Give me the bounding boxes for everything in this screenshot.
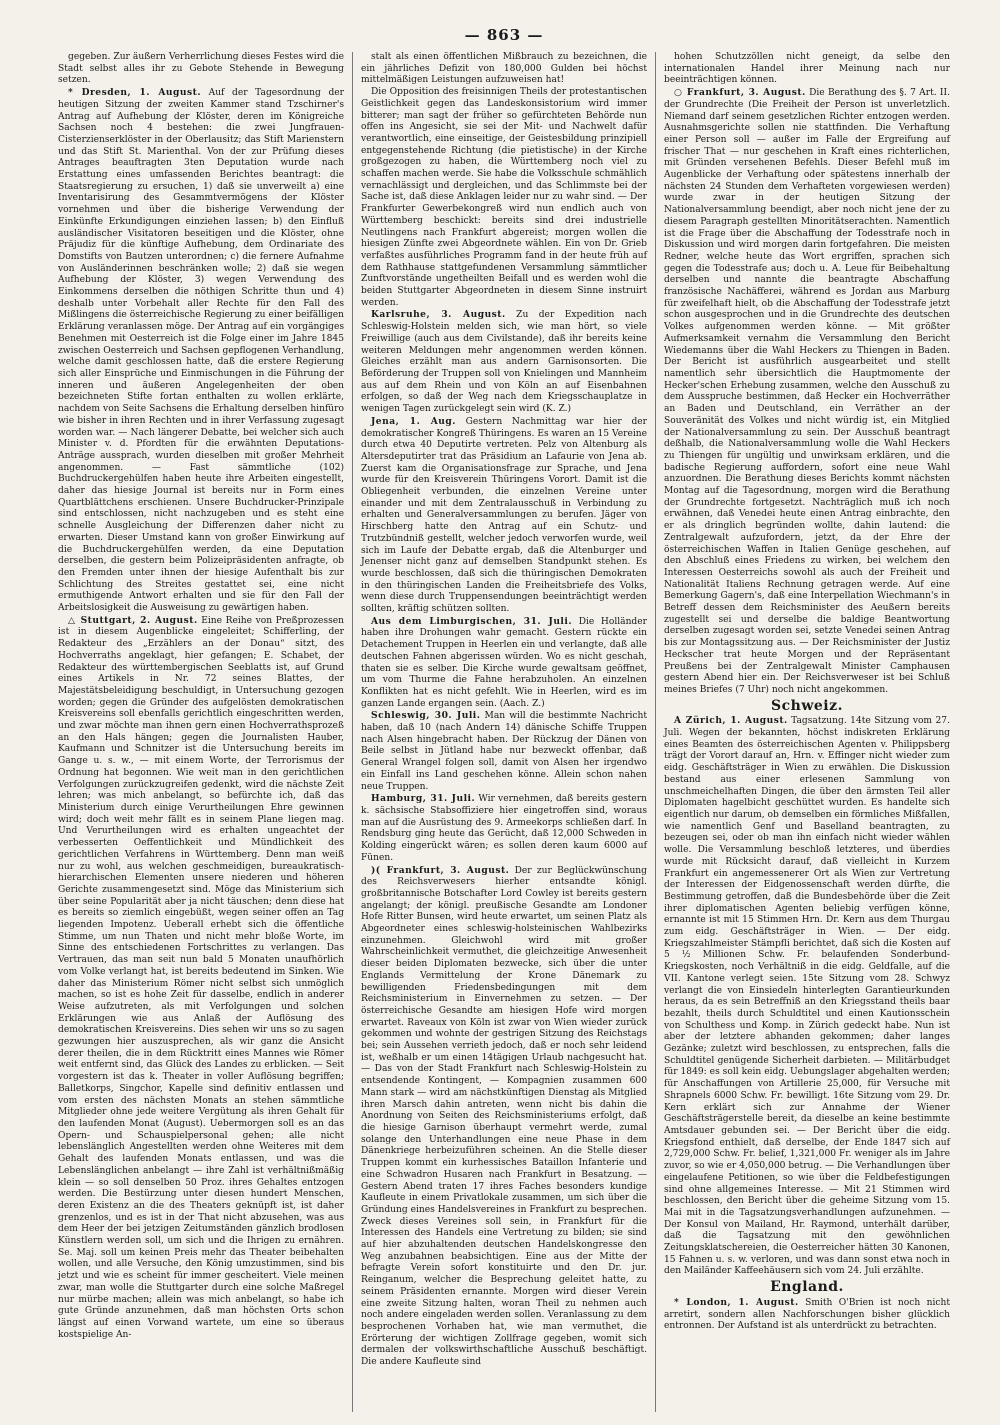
dateline: ○ Frankfurt, 3. August.: [674, 87, 806, 99]
column-2: [352, 52, 655, 1412]
article-paragraph: [664, 1297, 950, 1333]
paragraph-text: Smith O'Brien ist noch nicht arretirt, sondern allen Nachforschungen bisher glücklich entronnen. Der Aufstand ist als unterdrückt zu betrachten.: [664, 1297, 950, 1332]
column-3: [655, 52, 958, 1412]
paragraph-text: Eine Reihe von Preßprozessen ist in diesem Augenblicke eingeleitet; Schifferling, der Redakteur des „Erzählers an der Donau“ sitzt, des Hochverraths angeklagt, hier gefangen; E. Schabet, der Redakteur des württembergischen Seeblatts ist, auf Grund eines Artikels in Nr. 72 seines Blattes, der Majestätsbeleidigung beschuldigt, in Untersuchung gezogen worden; gegen die Gründer des aufgelösten demokratischen Kreisvereins soll ebenfalls gerichtlich eingeschritten werden, und zwar möchte man ihnen gern einen Hochverrathsprozeß an den Hals hängen; gegen die Journalisten Hauber, Kaufmann und Schnitzer ist die Untersuchung bereits im Gange u. s. w., — mit einem Worte, der Terrorismus der Ordnung hat begonnen. Wie weit man in den gerichtlichen Verfolgungen zurückzugreifen gedenkt, wird die nächste Zeit lehren; was mich anbelangt, so befürchte ich, daß das Ministerium durch einige Verurtheilungen Ehre gewinnen wird; doch weit mehr fällt es in seinem Plane liegen mag. Und Verurtheilungen wird es erhalten ungeachtet der verbesserten Oeffentlichkeit und Mündlichkeit des gerichtlichen Verfahrens in Württemberg. Denn man weiß nur zu wohl, aus welchen geschmeidigen, bureaukratisch-hierarchischen Elementen unsere niederen und höheren Gerichte zusammengesetzt sind. Möge das Ministerium sich über seine Popularität aber ja nicht täuschen; denn diese hat es bereits so ziemlich eingebüßt, wegen seiner offen an Tag liegenden Impotenz. Ueberall erhebt sich die öffentliche Stimme, um nun Thaten und nicht mehr bloße Worte, im Sinne des entschiedenen Fortschrittes zu verlangen. Das Vertrauen, das man seit nun bald 5 Monaten unaufhörlich vom Volke verlangt hat, ist bereits bedeutend im Sinken. Wie daher das Ministerium Römer nicht selbst sich unmöglich machen, so ist es hohe Zeit für dasselbe, endlich in anderer Weise aufzutreten, als mit Verfolgungen und solchen Erklärungen wie aus Anlaß der Auflösung des demokratischen Kreisvereins. Dies sehen wir uns so zu sagen gezwungen hier auszusprechen, als wir ganz die Ansicht derer theilen, die in dem Rücktritt eines Mannes wie Römer weit entfernt sind, das Glück des Landes zu erblicken. — Seit vorgestern ist das k. Theater in voller Auflösung begriffen; Balletkorps, Singchor, Kapelle sind definitiv entlassen und vom ersten des nächsten Monats an stehen sämmtliche Mitglieder ohne jede weitere Vergütung als ihren Gehalt für den laufenden Monat (August). Uebermorgen soll es an das Opern- und Schauspielpersonal gehen; alle nicht lebenslänglich Angestellten werden ohne Weiteres mit dem Gehalt des laufenden Monats entlassen, und was die Lebenslänglichen anbelangt — ihre Zahl ist verhältnißmäßig klein — so soll denselben 50 Proz. ihres Gehaltes entzogen werden. Die Bestürzung unter diesen hundert Menschen, deren Existenz an die des Theaters geknüpft ist, ist daher grenzenlos, und es ist in der That nicht abzusehen, was aus dem Heer der bei jetzigen Zeitumständen gänzlich brodlosen Künstlern werden soll, um sich und die Ihrigen zu ernähren. Se. Maj. soll um keinen Preis mehr das Theater beibehalten wollen, und alle Versuche, den König umzustimmen, sind bis jetzt und wie es scheint für immer gescheitert. Viele meinen zwar, man wolle die Stuttgarter durch eine solche Maßregel nur mürbe machen; allein was mich anbelangt, so habe ich gute Gründe anzunehmen, daß man höchsten Orts schon längst auf einen Vorwand wartete, um eine so überaus kostspielige An-: [58, 615, 344, 1340]
page-number: — 863 —: [464, 26, 544, 44]
article-paragraph: [361, 52, 647, 87]
article-paragraph: [361, 416, 647, 616]
article-paragraph: [361, 710, 647, 793]
article-paragraph: [361, 309, 647, 415]
article-paragraph: [361, 865, 647, 1369]
article-paragraph: [361, 793, 647, 864]
dateline: Aus dem Limburgischen, 31. Juli.: [371, 615, 573, 627]
article-paragraph: [664, 52, 950, 87]
paragraph-text: gegeben. Zur äußern Verherrlichung dieses Festes wird die Stadt selbst alles ihr zu Gebote Stehende in Bewegung setzen.: [58, 52, 344, 86]
section-heading: England.: [770, 1279, 844, 1296]
dateline: Karlsruhe, 3. August.: [371, 309, 506, 321]
article-paragraph: [664, 715, 950, 1278]
paragraph-text: Man will die bestimmte Nachricht haben, daß 10 (nach Andern 14) dänische Schiffe Truppen nach Alsen hingebracht haben. Der Rückzug der Dänen von Beile selbst in Jütland habe nur bezweckt offenbar, daß General Wrangel folgen soll, damit von Alsen her irgendwo ein Einfall ins Land geschehen könne. Allein schon nahen neue Truppen.: [361, 711, 647, 792]
paragraph-text: Tagsatzung. 14te Sitzung vom 27. Juli. Wegen der bekannten, höchst indiskreten Erklärung eines Beamten des österreichischen Agenten v. Philippsberg trägt der Vorort darauf an, Hrn. v. Effinger nicht wieder zum eidg. Geschäftsträger in Wien zu erwählen. Die Diskussion bestand aus einer erlesenen Sammlung von unschmeichelhaften Dingen, die über den ärmsten Teil aller Diplomaten hagelbicht geschüttet wurden. Es handelte sich eigentlich nur darum, ob demselben ein förmliches Mißfallen, wie namentlich Genf und Baselland beantragten, zu bezeugen sei, oder ob man ihn einfach nicht wieder wählen wolle. Die Versammlung beschloß letzteres, und überdies wurde mit Rücksicht darauf, daß vielleicht in Kurzem Frankfurt ein angemessenerer Ort als Wien zur Vertretung der Interessen der Eidgenossenschaft werden dürfte, die Bestimmung getroffen, daß die Bundesbehörde über die Zeit ihrer diplomatischen Agenten beliebig verfügen könne, ernannte ist mit 15 Stimmen Hrn. Dr. Kern aus dem Thurgau zum eidg. Geschäftsträger in Wien. — Der eidg. Kriegszahlmeister Stämpfli berichtet, daß sich die Kosten auf 5 ½ Millionen Schw. Fr. belaufenden Sonderbund-Kriegskosten, noch Verhältniß in die eidg. Geldfalle, auf die VII. Kantone verlegt seien. 15te Sitzung vom 28. Schwyz verlangt die von Einsiedeln hinterlegten Garantieurkunden heraus, da es sein Betreffniß an den Kriegsstand theils baar bezahlt, theils durch Schuldtitel und einen Kautionsschein von Schulthess und Komp. in Zürich gedeckt habe. Nun ist aber der letztere abhanden gekommen; daher langes Gezänke; zuletzt wird beschlossen, zu entsprechen, falls die Schuldtitel genügende Sicherheit darbieten. — Militärbudget für 1849: es soll kein eidg. Uebungslager abgehalten werden; für Anschaffungen von Artillerie 25,000, für Versuche mit Shrapnels 6000 Schw. Fr. bewilligt. 16te Sitzung vom 29. Dr. Kern erklärt sich zur Annahme der Wiener Geschäftsträgerstelle bereit, da dieselbe an keine bestimmte Amtsdauer gebunden sei. — Der Bericht über die eidg. Kriegsfond enthielt, daß derselbe, der Ende 1847 sich auf 2,729,000 Schw. Fr. belief, 1,321,000 Fr. weniger als im Jahre zuvor, so wie er 4,050,000 betrug. — Die Verhandlungen über eingelaufene Petitionen, so wie über die Feldbefestigungen sind ohne allgemeines Interesse. — Mit 21 Stimmen wird beschlossen, den Bericht über die geheime Sitzung vom 15. Mai mit in die Tagsatzungsverhandlungen aufzunehmen. — Der Konsul von Mailand, Hr. Raymond, unterhält darüber, daß die Tagsatzung mit den gewöhnlichen Zeitungsklatschereien, die Oesterreicher hätten 30 Kanonen, 15 Fahnen u. s. w. verloren, und was dann sonst etwa noch in den Mailänder Kaffeehäusern sich vom 24. Juli erzählte.: [664, 716, 950, 1277]
paragraph-text: Die Holländer haben ihre Drohungen wahr gemacht. Gestern rückte ein Detachement Truppen in Heerlen ein und verlangte, daß alle deutschen Fahnen abgerissen würden. Wo es nicht geschah, thaten sie es selber. Die Kirche wurde gewaltsam geöffnet, um vom Thurme die Fahne herabzuholen. An einzelnen Konflikten hat es nicht gefehlt. Wie in Heerlen, wird es im ganzen Lande ergangen sein. (Aach. Z.): [361, 616, 647, 709]
paragraph-text: Auf der Tagesordnung der heutigen Sitzung der zweiten Kammer stand Tzschirner's Antrag auf Aufhebung der Klöster, deren im Königreiche Sachsen noch 4 bestehen: die zwei Jungfrauen-Cisterzienserklöster in der Oberlausitz; das Stift Marienstern und das Stift St. Marienthal. Von der zur Prüfung dieses Antrages beauftragten 3ten Deputation wurde nach Erstattung eines umfassenden Berichtes beantragt: die Staatsregierung zu ersuchen, 1) daß sie unverweilt a) eine Inventarisirung des Gesammtvermögens der Klöster vornehmen und über die bisherige Verwendung der Einkünfte Erkundigungen einziehen lassen; b) den Einfluß ausländischer Visitatoren beseitigen und die Klöster, ohne Präjudiz für die künftige Aufhebung, dem Ordinariate des Domstifts von Bautzen unterordnen; c) die fernere Aufnahme von Ausländerinnen beschränken wolle; 2) daß sie wegen Aufhebung der Klöster, 3) wegen Verwendung des Einkommens derselben die nöthigen Schritte thun und 4) deshalb unter Vorbehalt aller Rechte für den Fall des Mißlingens die österreichische Regierung zu einer beifälligen Erklärung veranlassen möge. Der Antrag auf ein vorgängiges Benehmen mit Oesterreich ist die Folge einer im Jahre 1845 zwischen Oesterreich und Sachsen gepflogenen Verhandlung, welche damit geschlossen hatte, daß die erstere Regierung sich aller Einsprüche und Einmischungen in die Führung der inneren und äußeren Angelegenheiten der oben bezeichneten Stifte fortan enthalten zu wollen erklärte, nachdem von Seite Sachsens die Erhaltung derselben hinfüro wie bisher in ihren Rechten und in ihrer Verfassung zugesagt worden war. — Nach längerer Debatte, bei welcher sich auch Minister v. d. Pfordten für die erwähnten Deputations-Anträge aussprach, wurden dieselben mit großer Mehrheit angenommen. — Fast sämmtliche (102) Buchdruckergehülfen haben heute ihre Arbeiten eingestellt, daher das hiesige Journal ist bereits nur in Form eines Quartblättchens erschienen. Unsere Buchdrucker-Prinzipale sind entschlossen, nicht nachzugeben und es steht eine schnelle Ausgleichung der Differenzen daher nicht zu erwarten. Dieser Umstand kann von großer Einwirkung auf die Buchdruckergehülfen werden, da eine Deputation derselben, die gestern beim Polizeipräsidenten anfragte, ob den Fremden unter ihnen der hiesige Aufenthalt bis zur Schlichtung des Streites gestattet sei, eine nicht ermuthigende Antwort erhalten und sie für den Fall der Arbeitslosigkeit die Ausweisung zu gewärtigen haben.: [58, 88, 345, 614]
dateline: Hamburg, 31. Juli.: [371, 793, 476, 805]
article-paragraph: [361, 87, 647, 309]
section-heading: Schweiz.: [771, 697, 843, 714]
columns-container: [50, 52, 958, 1412]
article-paragraph: [58, 87, 344, 615]
paragraph-text: Gestern Nachmittag war hier der demokratischer Kongreß Thüringens. Es waren an 15 Vereine durch etwa 40 Deputirte vertreten. Pelz von Altenburg als Altersdeputirter trat das Präsidium an Lafaurie von Jena ab. Zuerst kam die Organisationsfrage zur Sprache, und Jena wurde für den Kreisverein Thüringens Vorort. Damit ist die Obliegenheit verbunden, die einzelnen Vereine unter einander und mit dem Zentralausschuß in Verbindung zu erhalten und Generalversammlungen zu berufen. Jäger von Hirschberg hatte den Antrag auf ein Schutz- und Trutzbündniß gestellt, welcher jedoch verworfen wurde, weil sich im Laufe der Debatte ergab, daß die Altenburger und Jenenser nicht ganz auf demselben Standpunkt stehen. Es wurde beschlossen, daß sich die thüringischen Demokraten in den thüringischen Landen die Freiheitsbriefe des Volks, wenn diese durch Truppensendungen beeinträchtigt werden sollten, kräftig schützen sollten.: [361, 416, 647, 615]
dateline: )( Frankfurt, 3. August.: [371, 864, 510, 876]
dateline: Jena, 1. Aug.: [371, 415, 456, 427]
paragraph-text: stalt als einen öffentlichen Mißbrauch zu bezeichnen, die ein jährliches Defizit von 180,000 Gulden bei höchst mittelmäßigen Leistungen aufzuweisen hat!: [361, 52, 647, 86]
paragraph-text: Die Opposition des freisinnigen Theils der protestantischen Geistlichkeit gegen das Landeskonsistorium wird immer bitterer; man sagt der früher so gefürchteten Behörde nun offen ins Angesicht, sie sei der Mit- und Nachwelt dafür verantwortlich, eine einseitige, der Geistesbildung prinzipiell entgegenstehende Richtung (die pietistische) in der Kirche großgezogen zu haben, die Württemberg noch viel zu schaffen machen werde. Sie habe die Volksschule schmählich vernachlässigt und dergleichen, und das Schlimmste bei der Sache ist, daß diese Anklagen leider nur zu wahr sind. — Der Frankfurter Gewerbekongreß wird nun endlich auch von Württemberg beschickt: bereits sind drei industrielle Neutlingens nach Frankfurt abgereist; morgen wollen die hiesigen Zünfte zwei Abgeordnete wählen. Ein von Dr. Grieb verfaßtes ausführliches Programm fand in der heute früh auf dem Rathhause stattgefundenen Versammlung sämmtlicher Zunftvorstände ungetheilten Beifall und es werden wohl die beiden Stuttgarter Abgeordneten in diesem Sinne instruirt werden.: [361, 87, 647, 308]
dateline: * London, 1. August.: [674, 1296, 799, 1308]
paragraph-text: hohen Schutzzöllen nicht geneigt, da selbe den internationalen Handel ihrer Meinung nach nur beeinträchtigen können.: [664, 52, 950, 86]
dateline: * Dresden, 1. August.: [68, 87, 202, 99]
paragraph-text: Wir vernehmen, daß bereits gestern k. sächsische Stabsoffiziere hier eingetroffen sind, woraus man auf die Ausrüstung des 9. Armeekorps schließen darf. In Rendsburg ging heute das Gerücht, daß 12,000 Schweden in Kolding eingerückt wären; es sollen deren kaum 6000 auf Fünen.: [361, 794, 647, 863]
dateline: A Zürich, 1. August.: [674, 715, 788, 727]
dateline: △ Stuttgart, 2. August.: [68, 614, 198, 626]
paragraph-text: Der zur Beglückwünschung des Reichsverwesers hierher entsandte königl. großbritannische Botschafter Lord Cowley ist bereits gestern angelangt; der königl. preußische Gesandte am Londoner Hofe Ritter Bunsen, wird heute erwartet, um seinen Platz als Abgeordneter eines schleswig-holsteinischen Wahlbezirks einzunehmen. Gleichwohl wird mit großer Wahrscheinlichkeit vermuthet, die gleichzeitige Anwesenheit dieser beiden Diplomaten bezwecke, sich über die unter Englands Vermittelung der Krone Dänemark zu bewilligenden Friedensbedingungen mit dem Reichsministerium in Einvernehmen zu setzen. — Der österreichische Gesandte am hiesigen Hofe wird morgen erwartet. Raveaux von Köln ist zwar von Wien wieder zurück gekommen und wohnte der gestrigen Sitzung des Reichstags bei; sein Aussehen verrieth jedoch, daß er noch sehr leidend ist, weßhalb er um einen 14tägigen Urlaub nachgesucht hat. — Das von der Stadt Frankfurt nach Schleswig-Holstein zu entsendende Kontingent, — Kompagnien zusammen 600 Mann stark — wird am nächstkünftigen Dienstag als Mitglied ihren Marsch dahin antreten, wenn nicht bis dahin die Anordnung von Seiten des Reichsministeriums erfolgt, daß die hiesige Garnison überhaupt vermehrt werde, zumal solange den Unterhandlungen eine neue Phase in dem Dänenkriege herbeizuführen scheinen. An die Stelle dieser Truppen kommt ein kurhessisches Bataillon Infanterie und eine Schwadron Husaren nach Frankfurt in Besatzung. — Gestern Abend traten 17 ihres Faches besonders kundige Kaufleute in einem Privatlokale zusammen, um sich über die Gründung eines Handelsvereines in Frankfurt zu besprechen. Zweck dieses Vereines soll sein, in Frankfurt für die Interessen des Handels eine Vertretung zu bilden; sie sind auf hier abzuhaltenden deutschen Handelskongresse den Weg anzubahnen beabsichtigen. Eine aus der Mitte der befragte Verein sofort konstituirte und den Dr. jur. Reinganum, welcher die Besprechung geleitet hatte, zu seinem Präsidenten ernannte. Morgen wird dieser Verein eine zweite Sitzung halten, woran Theil zu nehmen auch noch andere eingeladen werden sollen. Veranlassung zu dem besprochenen Vorhaben hat, wie man vermuthet, die Erörterung der wichtigen Zollfrage gegeben, womit sich dermalen der volkswirthschaftliche Ausschuß beschäftigt. Die andere Kaufleute sind: [361, 865, 647, 1368]
dateline: Schleswig, 30. Juli.: [371, 710, 481, 722]
article-paragraph: [361, 616, 647, 711]
article-paragraph: [58, 615, 344, 1342]
paragraph-text: Die Berathung des §. 7 Art. II. der Grundrechte (Die Freiheit der Person ist unverletzlich. Niemand darf seinem gesetzlichen Richter entzogen werden. Ausnahmsgerichte sollen nie stattfinden. Die Verhaftung einer Person soll — außer im Falle der Ergreifung auf frischer That — nur geschehen in Kraft eines richterlichen, mit Gründen versehenen Befehls. Dieser Befehl muß im Augenblicke der Verhaftung oder spätestens innerhalb der nächsten 24 Stunden dem Verhafteten vorgewiesen werden) wurde zwar in der heutigen Sitzung der Nationalversammlung beendigt, aber noch nicht jene der zu diesem Paragraph gestellten Minoritätserachten. Namentlich ist die Frage über die Abschaffung der Todesstrafe noch in Diskussion und wird morgen darin fortgefahren. Die meisten Redner, welche heute das Wort ergriffen, sprachen sich gegen die Todesstrafe aus; doch u. A. Leue für Beibehaltung derselben und nannte die beantragte Abschaffung französische Nachäfferei, während es Jordan aus Marburg für zweifelhaft hielt, ob die Abschaffung der Todesstrafe jetzt schon ausgesprochen und in die Grundrechte des deutschen Volkes aufgenommen werden könne. — Mit größter Aufmerksamkeit vernahm die Versammlung den Bericht Wiedemanns über die Wahl Heckers zu Thiengen in Baden. Der Bericht ist ausführlich ausgearbeitet und stellt namentlich sehr übersichtlich die Hauptmomente der Hecker'schen Erhebung zusammen, welche den Ausschuß zu dem Ausspruche bestimmen, daß Hecker ein Hochverräther an Baden und Deutschland, ein Verräther an der Souveränität des Volkes und nicht würdig ist, ein Mitglied der Nationalversammlung zu sein. Der Ausschuß beantragt deßhalb, die Nationalversammlung wolle die Wahl Heckers zu Thiengen für ungültig und unwirksam erklären, und die badische Regierung auffordern, sofort eine neue Wahl anzuordnen. Die Berathung dieses Berichts kommt nächsten Montag auf die Tagesordnung, morgen wird die Berathung der Grundrechte fortgesetzt. Nachträglich muß ich noch erwähnen, daß Venedei heute einen Antrag einbrachte, den er als dringlich begründen wollte, dahin lautend: die Zentralgewalt aufzufordern, jetzt, da der Ehre der österreichischen Waffen in Italien Genüge geschehen, auf den Abschluß eines Friedens zu wirken, bei welchem den Interessen Oesterreichs sowohl als auch der Freiheit und Nationalität Italiens Rechnung getragen werde. Auf eine Bemerkung Gagern's, daß eine Interpellation Wiechmann's in Betreff dessen dem Reichsminister des Aeußern bereits zugestellt sei und derselbe die baldige Beantwortung derselben zugesagt worden sei, setzte Venedei seinen Antrag bis zur Montagssitzung aus. — Der Reichsminister der Justiz Heckscher trat heute Morgen und der Repräsentant Preußens bei der Zentralgewalt Minister Camphausen gestern Abend hier ein. Der Reichsverweser ist bei Schluß meines Briefes (7 Uhr) noch nicht angekommen.: [664, 88, 950, 695]
article-paragraph: [58, 52, 344, 87]
paragraph-text: Zu der Expedition nach Schleswig-Holstein melden sich, wie man hört, so viele Freiwillige (auch aus dem Civilstande), daß ihr bereits keine weiteren Meldungen mehr angenommen werden können. Gleiches erzählt man aus andern Garnisonsorten. Die Beförderung der Truppen soll von Knielingen und Mannheim aus auf dem Rhein und von Köln an auf Eisenbahnen erfolgen, so daß der Weg nach dem Kriegsschauplatze in wenigen Tagen zurückgelegt sein wird (K. Z.): [361, 310, 647, 415]
column-1: [50, 52, 352, 1412]
article-paragraph: [664, 87, 950, 697]
